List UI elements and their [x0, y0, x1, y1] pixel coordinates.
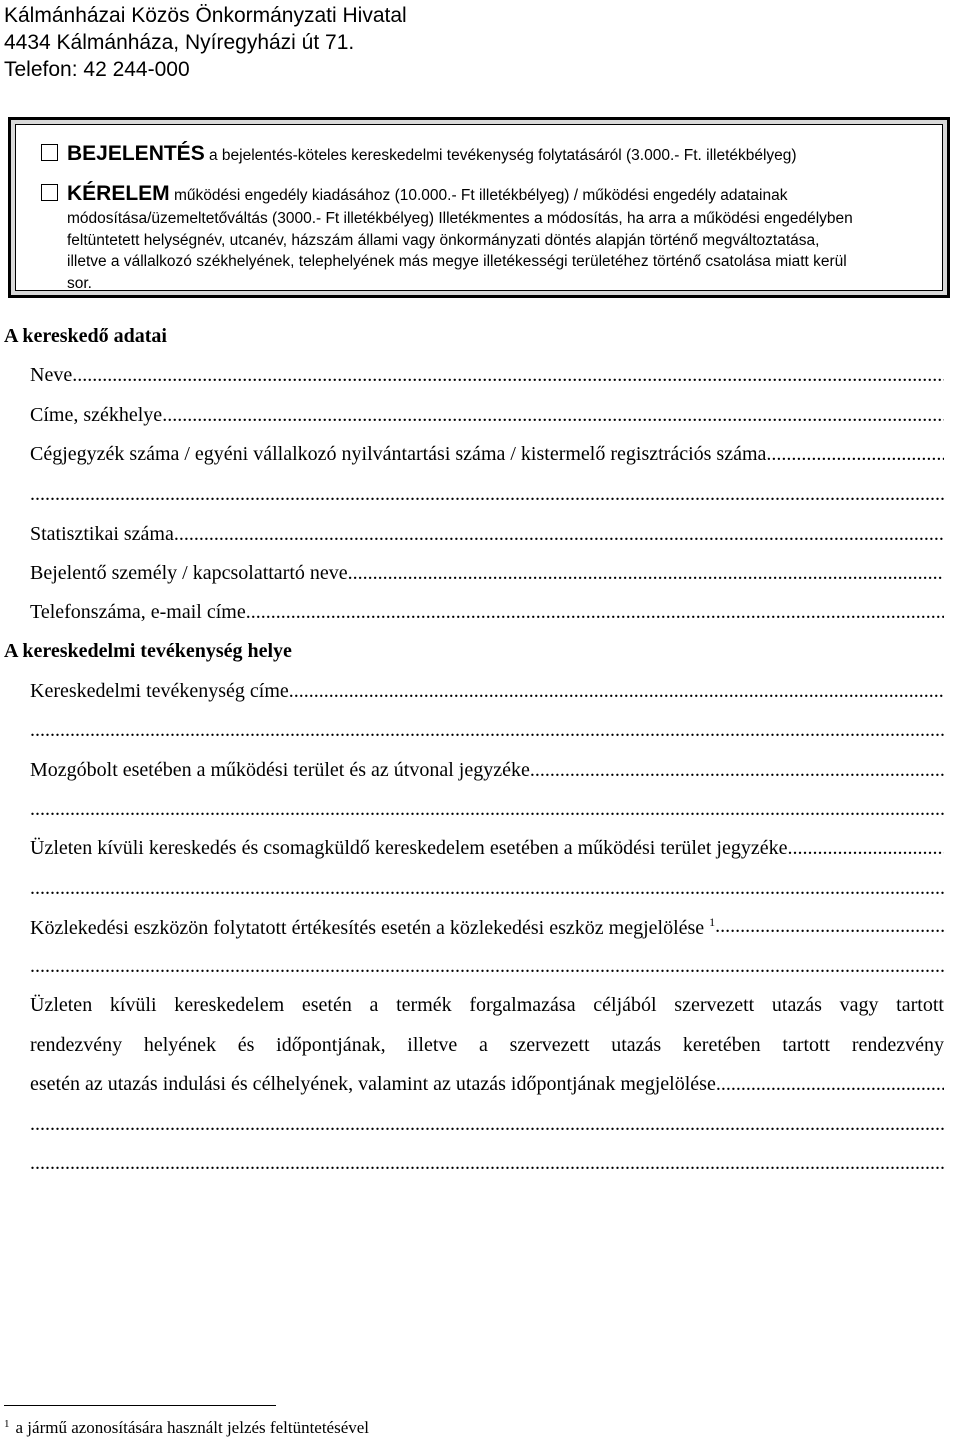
request-type-box: [8, 117, 950, 298]
field-vehicle-text: Közlekedési eszközön folytatott értékesítés esetén a közlekedési eszköz megjelölése: [30, 917, 705, 939]
fill-line: [716, 1073, 944, 1096]
word: esetén: [301, 994, 352, 1016]
field-stat-label: Statisztikai száma: [30, 523, 174, 545]
field-mobile-shop-cont[interactable]: [30, 798, 944, 821]
fill-line: [30, 1113, 944, 1136]
field-name[interactable]: [30, 364, 944, 387]
option-bejelentes: [41, 142, 797, 166]
bejelentes-text: a bejelentés-köteles kereskedelmi tevékenység folytatásáról (3.000.- Ft. illetékbélyeg): [204, 147, 797, 164]
word: forgalmazása: [469, 994, 576, 1016]
fill-line: [30, 877, 944, 900]
word: vagy: [839, 994, 879, 1016]
word: és: [237, 1034, 255, 1056]
field-phone[interactable]: [30, 601, 944, 624]
footnote-mark: 1: [4, 1418, 10, 1430]
field-registry[interactable]: [30, 443, 944, 466]
travel-line-2: [30, 1034, 944, 1057]
fill-line: [348, 562, 944, 585]
field-address[interactable]: [30, 404, 944, 427]
fill-line: [174, 523, 944, 546]
bejelentes-title: BEJELENTÉS: [67, 142, 205, 165]
kerelem-checkbox[interactable]: [41, 184, 58, 201]
office-name: Kálmánházai Közös Önkormányzati Hivatal: [4, 4, 407, 27]
field-trade-address-label: Kereskedelmi tevékenység címe: [30, 680, 289, 702]
word: keretében: [682, 1034, 761, 1056]
field-registry-cont[interactable]: [30, 483, 944, 506]
field-travel-cont-2[interactable]: [30, 1152, 944, 1175]
field-travel-cont-1[interactable]: [30, 1113, 944, 1136]
word: tartott: [896, 994, 944, 1016]
fill-line: [289, 680, 944, 703]
word: rendezvény: [851, 1034, 944, 1056]
word: időpontjának,: [276, 1034, 386, 1056]
kerelem-title: KÉRELEM: [67, 182, 170, 205]
word: a: [369, 994, 379, 1016]
kerelem-description: [67, 208, 942, 294]
word: Üzleten: [30, 994, 93, 1016]
fill-line: [30, 798, 944, 821]
word: helyének: [143, 1034, 217, 1056]
word: rendezvény: [30, 1034, 123, 1056]
office-phone: Telefon: 42 244-000: [4, 58, 190, 81]
section-place: A kereskedelmi tevékenység helye: [4, 640, 292, 662]
fill-line: [530, 759, 944, 782]
fill-line: [766, 443, 944, 466]
word: kívüli: [109, 994, 157, 1016]
field-mobile-shop[interactable]: [30, 759, 944, 782]
footnote-divider: [4, 1405, 276, 1406]
field-address-label: Címe, székhelye: [30, 404, 163, 426]
office-address: 4434 Kálmánháza, Nyíregyházi út 71.: [4, 31, 355, 54]
field-vehicle[interactable]: [30, 915, 944, 940]
word: szervezett: [674, 994, 755, 1016]
kerelem-text: működési engedély kiadásához (10.000.- Ft illetékbélyeg) / működési engedély adatainak: [169, 187, 788, 204]
field-vehicle-cont[interactable]: [30, 955, 944, 978]
desc-line: módosítása/üzemeltetőváltás (3000.- Ft illetékbélyeg) Illetékmentes a módosítás, ha arra a működési engedélyben: [67, 210, 853, 227]
field-name-label: Neve: [30, 364, 73, 386]
field-trade-address[interactable]: [30, 680, 944, 703]
field-mobile-shop-label: Mozgóbolt esetében a működési terület és az útvonal jegyzéke: [30, 759, 530, 781]
field-travel-label: esetén az utazás indulási és célhelyének, valamint az utazás időpontjának megjelölése: [30, 1073, 716, 1095]
fill-line: [246, 601, 944, 624]
word: illetve: [407, 1034, 458, 1056]
field-vehicle-label: [30, 915, 715, 940]
fill-line: [30, 955, 944, 978]
fill-line: [30, 1152, 944, 1175]
field-contact[interactable]: [30, 562, 944, 585]
travel-line-1: [30, 994, 944, 1017]
word: utazás: [771, 994, 822, 1016]
field-outside-shop-cont[interactable]: [30, 877, 944, 900]
field-travel[interactable]: [30, 1073, 944, 1096]
word: termék: [396, 994, 452, 1016]
field-outside-shop[interactable]: [30, 837, 944, 860]
word: utazás: [611, 1034, 662, 1056]
word: szervezett: [509, 1034, 590, 1056]
desc-line: feltüntetett helységnév, utcanév, házszám állami vagy önkormányzati döntés alapján történő megváltoztatása,: [67, 231, 820, 249]
field-phone-label: Telefonszáma, e-mail címe: [30, 601, 246, 623]
fill-line: [30, 719, 944, 742]
fill-line: [72, 364, 944, 387]
word: kereskedelem: [174, 994, 285, 1016]
fill-line: [788, 837, 945, 860]
fill-line: [30, 483, 944, 506]
footnote-text: a jármű azonosítására használt jelzés feltüntetésével: [15, 1418, 370, 1437]
section-trader: A kereskedő adatai: [4, 325, 167, 347]
office-header: [4, 2, 407, 83]
word: céljából: [593, 994, 657, 1016]
word: a: [478, 1034, 488, 1056]
option-kerelem: [41, 182, 787, 206]
desc-line: sor.: [67, 274, 92, 292]
desc-line: illetve a vállalkozó székhelyének, telephelyének más megye illetékességi területéhez történő csatolása miatt kerül: [67, 253, 847, 270]
field-trade-address-cont[interactable]: [30, 719, 944, 742]
fill-line: [715, 915, 944, 940]
word: tartott: [782, 1034, 831, 1056]
footnote-ref: 1: [709, 915, 716, 929]
field-registry-label: Cégjegyzék száma / egyéni vállalkozó nyilvántartási száma / kistermelő regisztrációs száma: [30, 443, 767, 465]
field-contact-label: Bejelentő személy / kapcsolattartó neve: [30, 562, 348, 584]
footnote: [4, 1418, 369, 1438]
field-outside-shop-label: Üzleten kívüli kereskedés és csomagküldő kereskedelem esetében a működési terület jegyzéke: [30, 837, 788, 859]
bejelentes-checkbox[interactable]: [41, 144, 58, 161]
fill-line: [162, 404, 944, 427]
field-stat[interactable]: [30, 523, 944, 546]
